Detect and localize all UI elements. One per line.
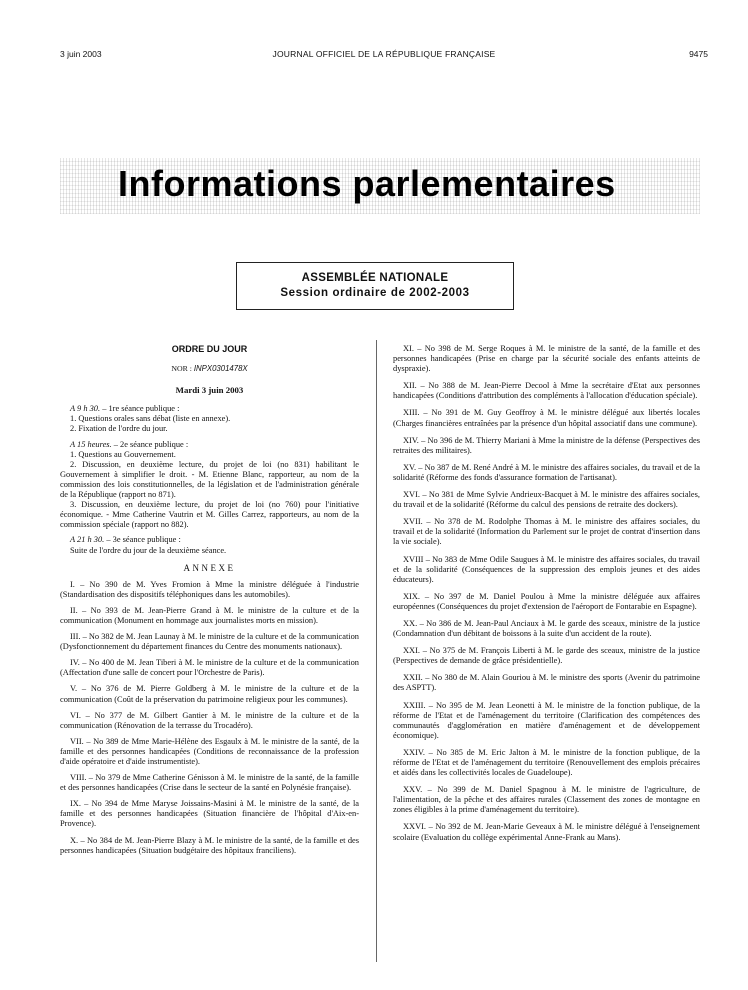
agenda-item: 2. Discussion, en deuxième lecture, du projet de loi (no 831) habilitant le Gouvernement à simplifier le droit. - M. Etienne Blanc, rapporteur, au nom de la commission des lois constitutionnelles, de la législation et de l'administration générale de la République (rapport no 871). [60,459,359,500]
seance-items [60,414,359,434]
seance-time: A 15 heures. [70,439,112,449]
agenda-day: Mardi 3 juin 2003 [175,385,244,396]
question-item: IV. – No 400 de M. Jean Tiberi à M. le ministre de la culture et de la communication (Affectation d'une salle de concert pour l'Orchestre de Paris). [60,658,359,678]
question-item: XVII. – No 378 de M. Rodolphe Thomas à M. le ministre des affaires sociales, du travail et de la solidarité (Information du Parlement sur le projet de contrat d'insertion dans la vie sociale). [393,517,700,547]
seance-heading [60,535,359,545]
section-banner [60,158,700,214]
seance-time: A 21 h 30. [70,535,105,545]
annexe-list-right [393,344,700,843]
agenda-item: 2. Fixation de l'ordre du jour. [70,424,168,434]
chamber-box [236,262,514,310]
question-item: III. – No 382 de M. Jean Launay à M. le ministre de la culture et de la communication (Dysfonctionnement du département finances du Centre des monuments nationaux). [60,632,359,652]
chamber-name: ASSEMBLÉE NATIONALE [301,272,449,284]
question-item: VIII. – No 379 de Mme Catherine Génisson à M. le ministre de la santé, de la famille et des personnes handicapées (Crise dans le secteur de la santé en Polynésie française). [60,773,359,793]
seance-text: Suite de l'ordre du jour de la deuxième séance. [70,545,227,555]
nor-label: NOR : [171,364,192,374]
column-divider [376,340,377,962]
session-name: Session ordinaire de 2002-2003 [280,287,470,299]
agenda-item: 1. Questions orales sans débat (liste en annexe). [70,414,231,424]
header-page-number: 9475 [689,49,708,59]
question-item: II. – No 393 de M. Jean-Pierre Grand à M. le ministre de la culture et de la communication (Monument en hommage aux journalistes morts en mission). [60,605,359,625]
question-item: XXV. – No 399 de M. Daniel Spagnou à M. le ministre de l'agriculture, de l'alimentation, de la pêche et des affaires rurales (Classement des zones de montagne en zones éligibles à la prime d'aménagement du territoire). [393,785,700,815]
left-column [60,344,359,862]
question-item: XXIV. – No 385 de M. Eric Jalton à M. le ministre de la fonction publique, de la réforme de l'Etat et de l'aménagement du territoire (Renouvellement des emplois précaires et aidés dans les collectivités locales de Guadeloupe). [393,747,700,778]
annexe-list-left [60,580,359,856]
right-column [393,344,700,850]
question-item: XXI. – No 375 de M. François Liberti à M. le garde des sceaux, ministre de la justice (Perspectives de demande de grâce présidentielle). [393,646,700,666]
question-item: XV. – No 387 de M. René André à M. le ministre des affaires sociales, du travail et de la solidarité (Réforme des fonds d'assurance formation de l'artisanat). [393,462,700,482]
question-item: XXIII. – No 395 de M. Jean Leonetti à M. le ministre de la fonction publique, de la réforme de l'Etat et de l'aménagement du territoire (Clarification des compétences des communautés d'agglomération en matière d'aménagement et de développement économique). [393,700,700,740]
question-item: VII. – No 389 de Mme Marie-Hélène des Esgaulx à M. le ministre de la santé, de la famille et des personnes handicapées (Conditions de reconnaissance de la profession d'aide opératoire et d'aide instrumentiste). [60,736,359,766]
question-item: VI. – No 377 de M. Gilbert Gantier à M. le ministre de la culture et de la communication (Rénovation de la terrasse du Trocadéro). [60,710,359,730]
question-item: I. – No 390 de M. Yves Fromion à Mme la ministre déléguée à l'industrie (Standardisation des dispositifs téléphoniques dans les automobiles). [60,579,359,599]
question-item: V. – No 376 de M. Pierre Goldberg à M. le ministre de la culture et de la communication (Coût de la préservation du patrimoine religieux pour les communes). [60,684,359,704]
nor-line [60,364,359,374]
agenda-item: 3. Discussion, en deuxième lecture, du projet de loi (no 760) pour l'initiative économique. - Mme Catherine Vautrin et M. Gilles Carrez, rapporteurs, au nom de la commission spéciale (rapport no 882). [60,500,359,530]
agenda-item: 1. Questions au Gouvernement. [70,449,176,459]
seance-items [60,450,359,531]
seance-heading [60,404,359,414]
seance-label: – 1re séance publique : [100,404,180,414]
nor-value: INPX0301478X [193,364,248,374]
question-item: XXII. – No 380 de M. Alain Gouriou à M. le ministre des sports (Avenir du patrimoine des ASPTT). [393,673,700,693]
question-item: XXVI. – No 392 de M. Jean-Marie Geveaux à M. le ministre délégué à l'enseignement scolaire (Evaluation du collège expérimental Anne-Frank au Mans). [393,822,700,842]
header-date: 3 juin 2003 [60,49,102,59]
question-item: XIX. – No 397 de M. Daniel Poulou à Mme la ministre déléguée aux affaires européennes (Conséquences du projet d'extension de l'aéroport de Fontarabie en Espagne). [393,591,700,611]
seance-label: – 2e séance publique : [111,439,189,449]
running-header [60,49,708,63]
question-item: XX. – No 386 de M. Jean-Paul Anciaux à M. le garde des sceaux, ministre de la justice (Condamnation d'un débitant de boissons à la suite d'un accident de la route). [393,618,700,639]
question-item: XIII. – No 391 de M. Guy Geoffroy à M. le ministre délégué aux libertés locales (Charges financières entraînées par la présence d'un hôpital associatif dans une commune). [393,408,700,428]
question-item: XIV. – No 396 de M. Thierry Mariani à Mme la ministre de la défense (Perspectives des retraites des militaires). [393,435,700,455]
question-item: X. – No 384 de M. Jean-Pierre Blazy à M. le ministre de la santé, de la famille et des personnes handicapées (Situation budgétaire des hôpitaux franciliens). [60,835,359,855]
banner-title: Informations parlementaires [118,163,616,204]
question-item: XII. – No 388 de M. Jean-Pierre Decool à Mme la secrétaire d'Etat aux personnes handicapées (Conditions d'attribution des compléments à l'allocation d'éducation spéciale). [393,381,700,401]
question-item: IX. – No 394 de Mme Maryse Joissains-Masini à M. le ministre de la santé, de la famille et des personnes handicapées (Situation financière de l'hôpital d'Aix-en-Provence). [60,799,359,829]
seance-time: A 9 h 30. [70,404,101,414]
question-item: XVIII – No 383 de Mme Odile Saugues à M. le ministre des affaires sociales, du travail et de la solidarité (Conséquences de la suppression des emplois jeunes et des aides éducateurs). [393,554,700,584]
annexe-title: ANNEXE [183,562,236,573]
header-journal-title: JOURNAL OFFICIEL DE LA RÉPUBLIQUE FRANÇAISE [272,49,496,59]
question-item: XI. – No 398 de M. Serge Roques à M. le ministre de la santé, de la famille et des personnes handicapées (Prise en charge par la sécurité sociale des enfants atteints de dyspraxie). [393,344,700,374]
seance-heading [60,440,359,450]
question-item: XVI. – No 381 de Mme Sylvie Andrieux-Bacquet à M. le ministre des affaires sociales, du travail et de la solidarité (Réforme du calcul des pensions de retraite des dockers). [393,490,700,510]
seance-label: – 3e séance publique : [104,535,181,545]
agenda-title: ORDRE DU JOUR [171,344,248,354]
